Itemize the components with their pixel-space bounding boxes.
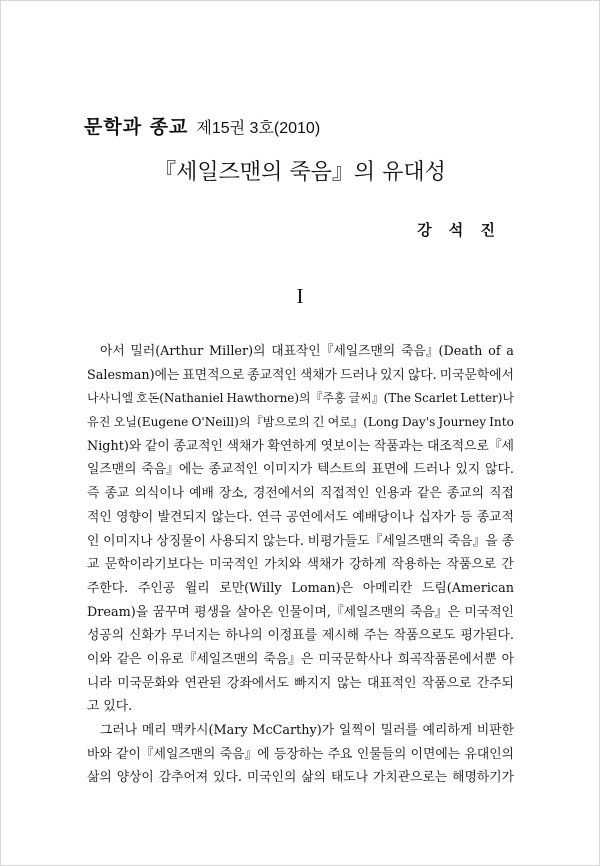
text-line: Dream)을 꿈꾸며 평생을 살아온 인물이며,『세일즈맨의 죽음』은 미국적인 [87, 604, 514, 620]
text-line: 이와 같은 이유로『세일즈맨의 죽음』은 미국문학사나 희곡작품론에서뿐 아 [87, 651, 514, 667]
article-title: 『세일즈맨의 죽음』의 유대성 [154, 160, 446, 185]
body-text [87, 340, 514, 790]
text-line: 고 있다. [87, 699, 133, 715]
text-line: Night)와 같이 종교적인 색채가 확연하게 엿보이는 작품과는 대조적으로『세 [87, 438, 514, 454]
text-line: 교 문학이라기보다는 미국적인 가치와 색채가 강하게 작용하는 작품으로 간 [87, 557, 514, 573]
text-line: 바와 같이『세일즈맨의 죽음』에 등장하는 주요 인물들의 이면에는 유대인의 [87, 746, 514, 762]
text-line: 주한다. 주인공 윌리 로만(Willy Loman)은 아메리칸 드림(American [87, 580, 514, 596]
text-line: 적인 영향이 발견되지 않는다. 연극 공연에서도 예배당이나 십자가 등 종교적 [87, 509, 514, 525]
text-line: 삶의 양상이 감추어져 있다. 미국인의 삶의 태도나 가치관으로는 해명하기가 [87, 770, 514, 786]
journal-header [84, 112, 320, 139]
section-numeral: I [296, 284, 304, 308]
text-line: 일즈맨의 죽음』에는 종교적인 이미지가 텍스트의 표면에 드러나 있지 않다. [87, 462, 514, 478]
journal-issue: 제15권 3호(2010) [196, 120, 321, 137]
text-line: 유진 오닐(Eugene O'Neill)의『밤으로의 긴 여로』(Long Day's Journey Into [87, 415, 514, 430]
author-name: 강 석 진 [417, 221, 501, 239]
text-line: 아서 밀러(Arthur Miller)의 대표작인『세일즈맨의 죽음』(Death of a [100, 344, 514, 359]
journal-name: 문학과 종교 [84, 116, 189, 138]
text-line: 즉 종교 의식이나 예배 장소, 경전에서의 직접적인 인용과 같은 종교의 직접 [87, 486, 514, 502]
text-line: 성공의 신화가 무너지는 하나의 이정표를 제시해 주는 작품으로도 평가된다. [87, 628, 514, 644]
text-line: 나사니엘 호돈(Nathaniel Hawthorne)의『주홍 글씨』(The Scarlet Letter)나 [87, 391, 514, 406]
text-line: 그러나 메리 맥카시(Mary McCarthy)가 일찍이 밀러를 예리하게 비판한 [100, 723, 514, 738]
text-line: 인 이미지나 상징물이 사용되지 않는다. 비평가들도『세일즈맨의 죽음』을 종 [87, 533, 514, 549]
text-line: Salesman)에는 표면적으로 종교적인 색채가 드러나 있지 않다. 미국문학에서 [87, 367, 514, 383]
text-line: 니라 미국문화와 연관된 강좌에서도 빠지지 않는 대표적인 작품으로 간주되 [87, 675, 514, 691]
